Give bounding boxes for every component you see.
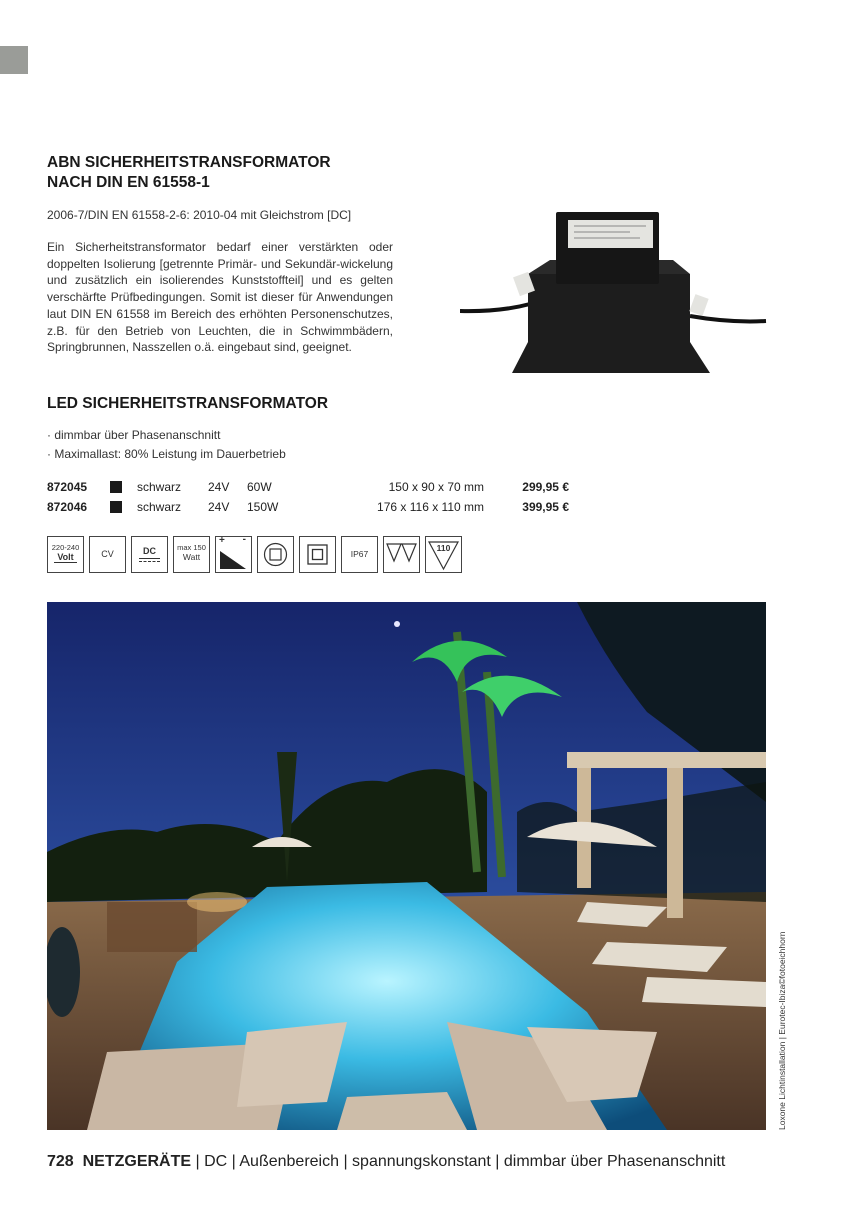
- class-iii-icon: [257, 536, 294, 573]
- constant-voltage-icon: [89, 536, 126, 573]
- article-number: 872046: [47, 500, 88, 514]
- article-number: 872045: [47, 480, 88, 494]
- max-watt-icon: [173, 536, 210, 573]
- price: 399,95 €: [522, 500, 569, 514]
- temperature-icon: [425, 536, 462, 573]
- product-row: [47, 500, 569, 518]
- product-heading: LED SICHERHEITSTRANSFORMATOR: [47, 395, 329, 412]
- footer-category: NETZGERÄTE: [82, 1153, 192, 1170]
- feature-list: [47, 426, 286, 464]
- list-item: · Maximallast: 80% Leistung im Dauerbetrieb: [47, 445, 286, 464]
- standard-line: 2006-7/DIN EN 61558-2-6: 2010-04 mit Gleichstrom [DC]: [47, 208, 352, 222]
- transformer-product-image: [460, 208, 770, 378]
- cv-label: CV: [101, 549, 114, 559]
- footer-tags: | DC | Außenbereich | spannungskonstant | dimmbar über Phasenanschnitt: [195, 1153, 726, 1170]
- voltage-icon: [47, 536, 84, 573]
- pool-photo: [47, 602, 766, 1130]
- voltage-range-label: 220-240: [51, 543, 80, 552]
- product-row: [47, 480, 569, 498]
- dim-minus-label: -: [242, 534, 246, 545]
- dimensions: 176 x 116 x 110 mm: [377, 500, 484, 514]
- double-insulation-icon: [299, 536, 336, 573]
- voltage-unit-label: Volt: [54, 552, 77, 563]
- price: 299,95 €: [522, 480, 569, 494]
- dim-plus-label: +: [219, 535, 225, 546]
- max-watt-label: max 150: [177, 543, 206, 552]
- furniture-mount-icon: [383, 536, 420, 573]
- description-paragraph: Ein Sicherheitstransformator bedarf einer verstärkten oder doppelten Isolierung [getrennte Primär- und Sekundär-wickelung und zusätzlich ein isolierendes Kunststoffteil] und es gelten verschärfte Prüfbedingungen. Somit ist dieser für Anwendungen laut DIN EN 61558 im Bereich des erhöhten Personenschutzes, z.B. für den Betrieb von Leuchten, die in Schwimmbädern, Springbrunnen, Nasszellen o.ä. eingebaut sind, geeignet.: [47, 240, 393, 355]
- wattage: 150W: [247, 500, 279, 514]
- list-item: · dimmbar über Phasenanschnitt: [47, 426, 286, 445]
- section-heading: [47, 153, 331, 193]
- temperature-label: 110: [436, 543, 451, 553]
- color-name: schwarz: [137, 500, 182, 514]
- dc-label: DC: [143, 546, 156, 556]
- page-number: 728: [47, 1153, 74, 1170]
- color-swatch: [110, 501, 122, 513]
- color-swatch: [110, 481, 122, 493]
- voltage: 24V: [208, 480, 230, 494]
- ip-rating-icon: [341, 536, 378, 573]
- dimmable-icon: [215, 536, 252, 573]
- ip-label: IP67: [350, 549, 369, 559]
- dc-icon: [131, 536, 168, 573]
- section-tab: [0, 46, 28, 74]
- wattage: 60W: [247, 480, 272, 494]
- dimensions: 150 x 90 x 70 mm: [388, 480, 484, 494]
- photo-credit: Loxone Lichtinstallation | Eurotec-Ibiza©fotoeichhorn: [777, 931, 787, 1130]
- voltage: 24V: [208, 500, 230, 514]
- color-name: schwarz: [137, 480, 182, 494]
- page-footer: [47, 1153, 725, 1171]
- section-heading-line1: ABN SICHERHEITSTRANSFORMATOR: [47, 154, 331, 171]
- watt-label: Watt: [182, 552, 201, 562]
- section-heading-line2: NACH DIN EN 61558-1: [47, 174, 210, 191]
